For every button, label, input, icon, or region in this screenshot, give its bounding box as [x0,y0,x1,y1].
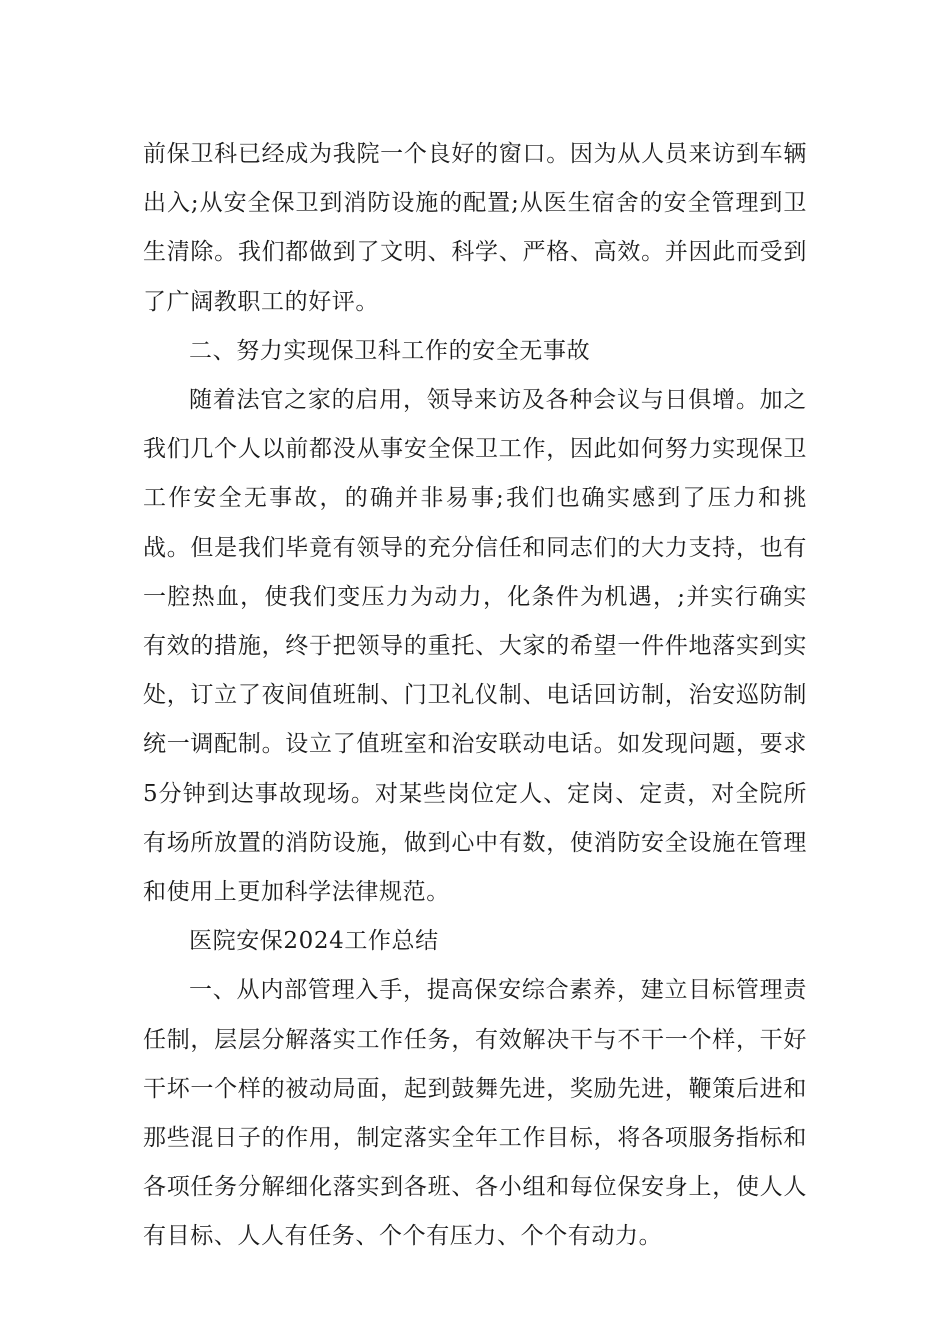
paragraph-section-one: 一、从内部管理入手，提高保安综合素养，建立目标管理责任制，层层分解落实工作任务，有效解决干与不干一个样，干好干坏一个样的被动局面，起到鼓舞先进，奖励先进，鞭策后进和那些混日子的作用，制定落实全年工作目标，将各项服务指标和各项任务分解细化落实到各班、各小组和每位保安身上，使人人有目标、人人有任务、个个有压力、个个有动力。 [143,977,807,1250]
document-body [143,130,807,1262]
document-title: 医院安保2024工作总结 [189,928,439,955]
paragraph-continuation: 前保卫科已经成为我院一个良好的窗口。因为从人员来访到车辆出入;从安全保卫到消防设施的配置;从医生宿舍的安全管理到卫生清除。我们都做到了文明、科学、严格、高效。并因此而受到了广阔教职工的好评。 [143,141,807,315]
paragraph-section-two: 随着法官之家的启用，领导来访及各种会议与日俱增。加之我们几个人以前都没从事安全保卫工作，因此如何努力实现保卫工作安全无事故，的确并非易事;我们也确实感到了压力和挑战。但是我们毕竟有领导的充分信任和同志们的大力支持，也有一腔热血，使我们变压力为动力，化条件为机遇，;并实行确实有效的措施，终于把领导的重托、大家的希望一件件地落实到实处，订立了夜间值班制、门卫礼仪制、电话回访制，治安巡防制统一调配制。设立了值班室和治安联动电话。如发现问题，要求5分钟到达事故现场。对某些岗位定人、定岗、定责，对全院所有场所放置的消防设施，做到心中有数，使消防安全设施在管理和使用上更加科学法律规范。 [143,387,807,906]
section-heading-two: 二、努力实现保卫科工作的安全无事故 [189,337,591,364]
